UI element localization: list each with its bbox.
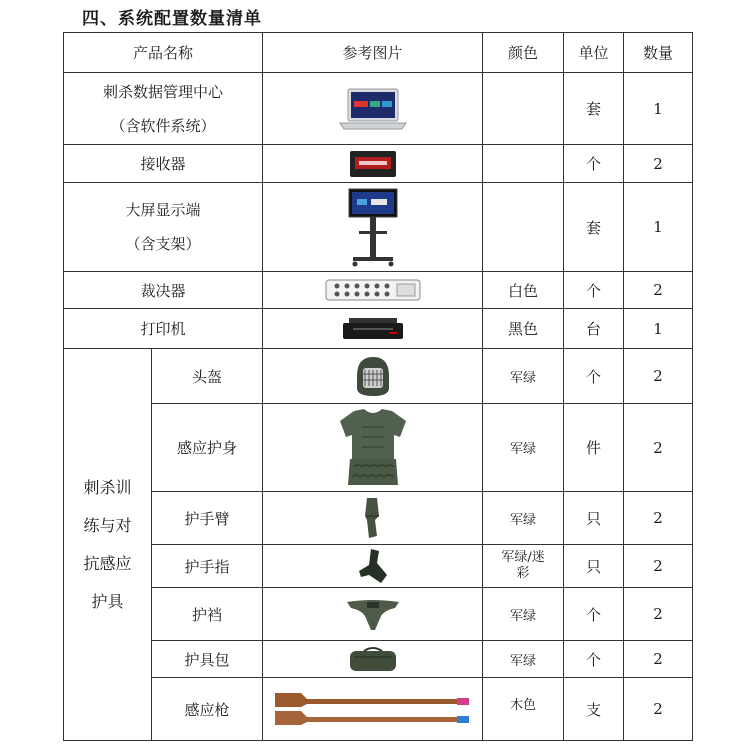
table-row: [64, 73, 693, 145]
item-name: 刺杀数据管理中心 （含软件系统）: [64, 73, 263, 145]
table-row: [64, 145, 693, 183]
item-unit: 个: [564, 349, 624, 404]
item-unit: 只: [564, 545, 624, 588]
item-color: 木色: [483, 678, 564, 741]
item-color: [483, 183, 564, 272]
item-name: 护手指: [152, 545, 263, 588]
item-name: 感应护身: [152, 404, 263, 492]
item-qty: 1: [624, 183, 693, 272]
item-color: 军绿: [483, 404, 564, 492]
item-unit: 件: [564, 404, 624, 492]
item-color: 黑色: [483, 309, 564, 349]
item-unit: 套: [564, 183, 624, 272]
item-color: 白色: [483, 272, 564, 309]
laptop-icon: [338, 87, 408, 131]
header-image: 参考图片: [263, 33, 483, 73]
groin-guard-icon: [345, 596, 401, 632]
item-unit: 支: [564, 678, 624, 741]
arm-guard-icon: [361, 496, 385, 540]
item-name: 护具包: [152, 641, 263, 678]
item-qty: 2: [624, 678, 693, 741]
item-image: [263, 183, 483, 272]
item-name: 感应枪: [152, 678, 263, 741]
table-row: [64, 272, 693, 309]
group-label: 刺杀训 练与对 抗感应 护具: [64, 349, 152, 741]
item-qty: 1: [624, 73, 693, 145]
helmet-icon: [353, 354, 393, 398]
item-color: 军绿/迷 彩: [483, 545, 564, 588]
item-qty: 2: [624, 588, 693, 641]
item-qty: 2: [624, 492, 693, 545]
receiver-icon: [349, 150, 397, 178]
table-row: [64, 678, 693, 741]
item-qty: 2: [624, 545, 693, 588]
configuration-table: [63, 32, 693, 741]
table-row: [64, 183, 693, 272]
item-image: [263, 545, 483, 588]
glove-icon: [355, 547, 391, 585]
item-qty: 2: [624, 641, 693, 678]
training-rifles-icon: [271, 687, 475, 731]
header-color: 颜色: [483, 33, 564, 73]
item-qty: 2: [624, 404, 693, 492]
item-unit: 只: [564, 492, 624, 545]
bag-icon: [348, 645, 398, 673]
item-name: 护手臂: [152, 492, 263, 545]
item-color: [483, 145, 564, 183]
item-unit: 个: [564, 641, 624, 678]
item-color: 军绿: [483, 641, 564, 678]
item-color: [483, 73, 564, 145]
item-unit: 个: [564, 272, 624, 309]
section-heading: 四、系统配置数量清单: [82, 9, 262, 29]
table-row: [64, 309, 693, 349]
item-image: [263, 678, 483, 741]
header-qty: 数量: [624, 33, 693, 73]
item-qty: 2: [624, 349, 693, 404]
item-name: 接收器: [64, 145, 263, 183]
header-name: 产品名称: [64, 33, 263, 73]
item-image: [263, 404, 483, 492]
table-row: [64, 545, 693, 588]
item-unit: 台: [564, 309, 624, 349]
item-qty: 2: [624, 145, 693, 183]
table-row: [64, 588, 693, 641]
remote-icon: [325, 278, 421, 302]
item-qty: 2: [624, 272, 693, 309]
printer-icon: [341, 316, 405, 342]
item-name: 打印机: [64, 309, 263, 349]
item-unit: 套: [564, 73, 624, 145]
item-image: [263, 145, 483, 183]
item-name: 大屏显示端 （含支架）: [64, 183, 263, 272]
table-row: [64, 404, 693, 492]
item-unit: 个: [564, 145, 624, 183]
item-image: [263, 641, 483, 678]
item-qty: 1: [624, 309, 693, 349]
item-image: [263, 73, 483, 145]
item-image: [263, 309, 483, 349]
display-stand-icon: [345, 187, 401, 267]
item-image: [263, 272, 483, 309]
item-image: [263, 588, 483, 641]
item-unit: 个: [564, 588, 624, 641]
item-color: 军绿: [483, 492, 564, 545]
vest-icon: [336, 407, 410, 489]
item-name: 裁决器: [64, 272, 263, 309]
item-image: [263, 492, 483, 545]
item-color: 军绿: [483, 349, 564, 404]
header-unit: 单位: [564, 33, 624, 73]
item-name: 护裆: [152, 588, 263, 641]
item-name: 头盔: [152, 349, 263, 404]
table-row: [64, 492, 693, 545]
table-header-row: [64, 33, 693, 73]
item-color: 军绿: [483, 588, 564, 641]
item-image: [263, 349, 483, 404]
table-row: [64, 641, 693, 678]
table-row: [64, 349, 693, 404]
